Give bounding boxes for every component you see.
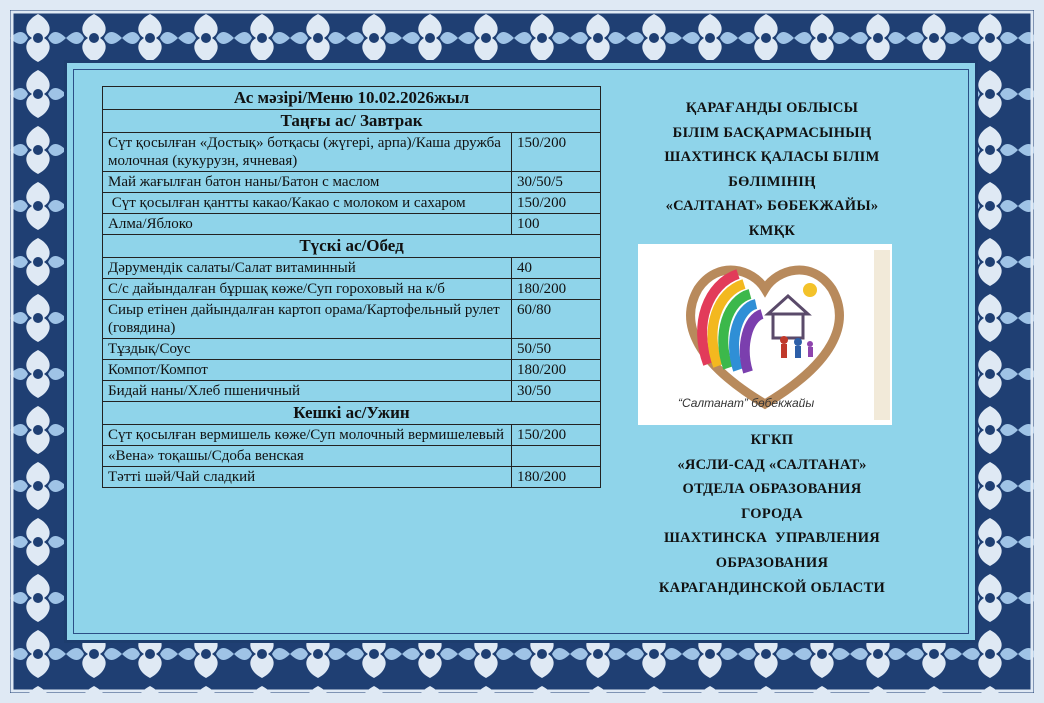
heart-rainbow-logo-icon — [638, 244, 892, 425]
dish-name: Сүт қосылған «Достық» ботқасы (жүгері, арпа)/Каша дружба молочная (кукурузн, ячневая) — [103, 133, 512, 172]
menu-item-row — [103, 425, 601, 446]
org-line: КАРАГАНДИНСКОЙ ОБЛАСТИ — [658, 579, 886, 596]
dish-name: Сиыр етінен дайындалған картоп орама/Картофельный рулет (говядина) — [103, 300, 512, 339]
portion-amount: 180/200 — [512, 360, 601, 381]
dish-name: Тәтті шәй/Чай сладкий — [103, 467, 512, 488]
org-line: ШАХТИНСК ҚАЛАСЫ БІЛІМ — [664, 149, 880, 166]
section-heading: Түскі ас/Обед — [103, 235, 601, 258]
organization-kazakh — [612, 96, 932, 244]
dish-name: Алма/Яблоко — [103, 214, 512, 235]
portion-amount: 50/50 — [512, 339, 601, 360]
menu-item-row — [103, 300, 601, 339]
menu-item-row — [103, 360, 601, 381]
dish-name: «Вена» тоқашы/Сдоба венская — [103, 446, 512, 467]
dish-name: Бидай наны/Хлеб пшеничный — [103, 381, 512, 402]
dish-name: Компот/Компот — [103, 360, 512, 381]
section-heading-row — [103, 402, 601, 425]
menu-item-row — [103, 214, 601, 235]
dish-name: С/с дайындалған бұршақ көже/Суп гороховый на к/б — [103, 279, 512, 300]
org-line: БӨЛІМІНІҢ — [728, 173, 816, 190]
portion-amount: 40 — [512, 258, 601, 279]
org-line: ОТДЕЛА ОБРАЗОВАНИЯ — [682, 481, 862, 498]
org-line: «САЛТАНАТ» БӨБЕКЖАЙЫ» — [665, 198, 879, 215]
menu-item-row — [103, 467, 601, 488]
dish-name: Дәрумендік салаты/Салат витаминный — [103, 258, 512, 279]
org-line: ГОРОДА — [741, 505, 803, 522]
menu-item-row — [103, 339, 601, 360]
dish-name: Май жағылған батон наны/Батон с маслом — [103, 172, 512, 193]
portion-amount: 180/200 — [512, 279, 601, 300]
section-heading: Таңғы ас/ Завтрак — [103, 110, 601, 133]
org-line: ОБРАЗОВАНИЯ — [715, 554, 829, 571]
portion-amount: 150/200 — [512, 425, 601, 446]
menu-table — [102, 86, 601, 488]
org-line: КГКП — [750, 432, 794, 448]
dish-name: Сүт қосылған вермишель көже/Суп молочный вермишелевый — [103, 425, 512, 446]
kindergarten-logo — [638, 244, 892, 425]
portion-amount: 60/80 — [512, 300, 601, 339]
organization-russian — [612, 428, 932, 600]
section-heading-row — [103, 110, 601, 133]
portion-amount: 30/50 — [512, 381, 601, 402]
menu-item-row — [103, 258, 601, 279]
org-line: ШАХТИНСКА УПРАВЛЕНИЯ — [663, 530, 881, 547]
menu-item-row — [103, 279, 601, 300]
menu-title: Ас мәзірі/Меню 10.02.2026жыл — [103, 87, 601, 110]
org-line: БІЛІМ БАСҚАРМАСЫНЫҢ — [672, 124, 872, 141]
menu-item-row — [103, 133, 601, 172]
menu-item-row — [103, 193, 601, 214]
dish-name: Тұздық/Соус — [103, 339, 512, 360]
portion-amount: 150/200 — [512, 133, 601, 172]
logo-caption: “Салтанат” бөбекжайы — [678, 396, 815, 410]
section-heading: Кешкі ас/Ужин — [103, 402, 601, 425]
portion-amount: 180/200 — [512, 467, 601, 488]
menu-item-row — [103, 172, 601, 193]
menu-item-row — [103, 381, 601, 402]
portion-amount: 30/50/5 — [512, 172, 601, 193]
portion-amount: 100 — [512, 214, 601, 235]
portion-amount — [512, 446, 601, 467]
menu-title-row — [103, 87, 601, 110]
org-line: «ЯСЛИ-САД «САЛТАНАТ» — [677, 456, 867, 473]
portion-amount: 150/200 — [512, 193, 601, 214]
dish-name: Сүт қосылған қантты какао/Какао с молоком и сахаром — [103, 193, 512, 214]
org-line: КМҚК — [748, 222, 796, 239]
section-heading-row — [103, 235, 601, 258]
menu-item-row — [103, 446, 601, 467]
org-line: ҚАРАҒАНДЫ ОБЛЫСЫ — [685, 100, 859, 116]
